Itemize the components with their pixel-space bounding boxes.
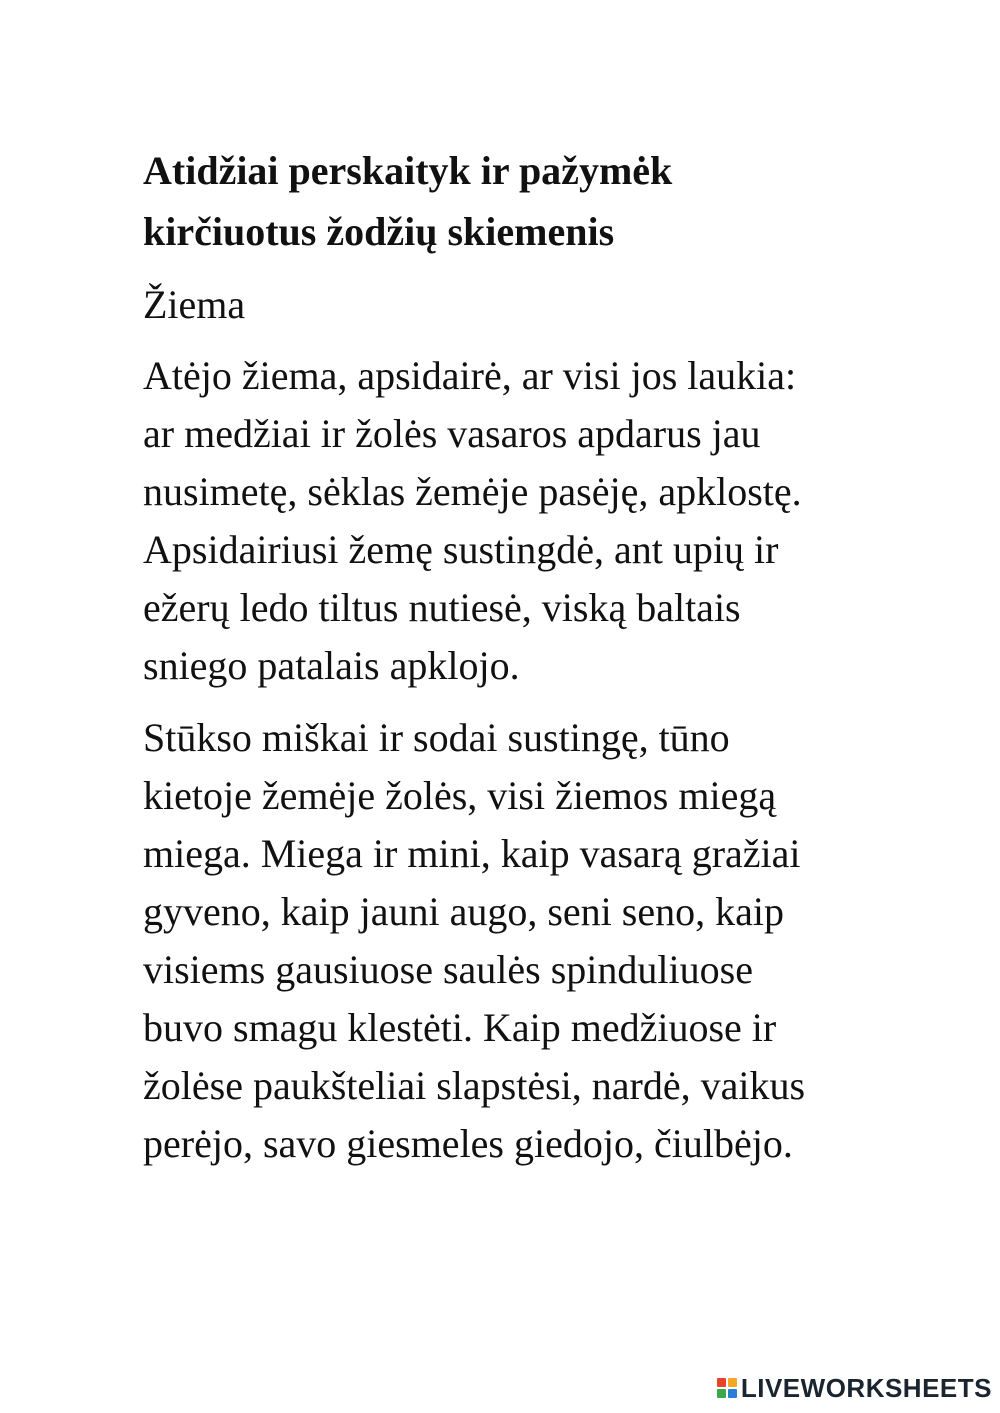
liveworksheets-logo-text: LIVEWORKSHEETS: [740, 1373, 992, 1403]
paragraph-1-line: nusimetę, sėklas žemėje pasėję, apklostę.: [143, 469, 802, 514]
paragraph-2-line: gyveno, kaip jauni augo, seni seno, kaip: [143, 889, 784, 934]
instruction-heading-line-2: kirčiuotus žodžių skiemenis: [143, 209, 615, 254]
paragraph-2-line: žolėse paukšteliai slapstėsi, nardė, vaikus: [143, 1063, 806, 1108]
liveworksheets-watermark: [717, 1373, 992, 1403]
paragraph-1-line: ar medžiai ir žolės vasaros apdarus jau: [143, 411, 761, 456]
paragraph-1-line: Atėjo žiema, apsidairė, ar visi jos laukia:: [143, 353, 797, 398]
paragraph-1-line: Apsidairiusi žemę sustingdė, ant upių ir: [143, 527, 779, 572]
liveworksheets-logo-icon: [717, 1378, 737, 1398]
paragraph-1: [143, 347, 943, 695]
paragraph-1-line: ežerų ledo tiltus nutiesė, viską baltais: [143, 585, 741, 630]
text-title: Žiema: [143, 282, 246, 327]
instruction-heading-line-1: Atidžiai perskaityk ir pažymėk: [143, 148, 673, 193]
logo-square-i: [728, 1378, 737, 1387]
logo-square-v: [717, 1389, 726, 1398]
paragraph-2-line: Stūkso miškai ir sodai sustingę, tūno: [143, 715, 730, 760]
paragraph-2-line: miega. Miega ir mini, kaip vasarą gražiai: [143, 831, 801, 876]
paragraph-1-line: sniego patalais apklojo.: [143, 643, 520, 688]
logo-square-l: [717, 1378, 726, 1387]
paragraph-2-line: buvo smagu klestėti. Kaip medžiuose ir: [143, 1005, 777, 1050]
paragraph-2-line: visiems gausiuose saulės spinduliuose: [143, 947, 753, 992]
worksheet-page: [143, 140, 943, 1173]
paragraph-2-line: kietoje žemėje žolės, visi žiemos miegą: [143, 773, 777, 818]
paragraph-2-line: perėjo, savo giesmeles giedojo, čiulbėjo.: [143, 1121, 793, 1166]
instruction-heading: [143, 140, 943, 262]
logo-square-e: [728, 1389, 737, 1398]
paragraph-2: [143, 709, 943, 1173]
